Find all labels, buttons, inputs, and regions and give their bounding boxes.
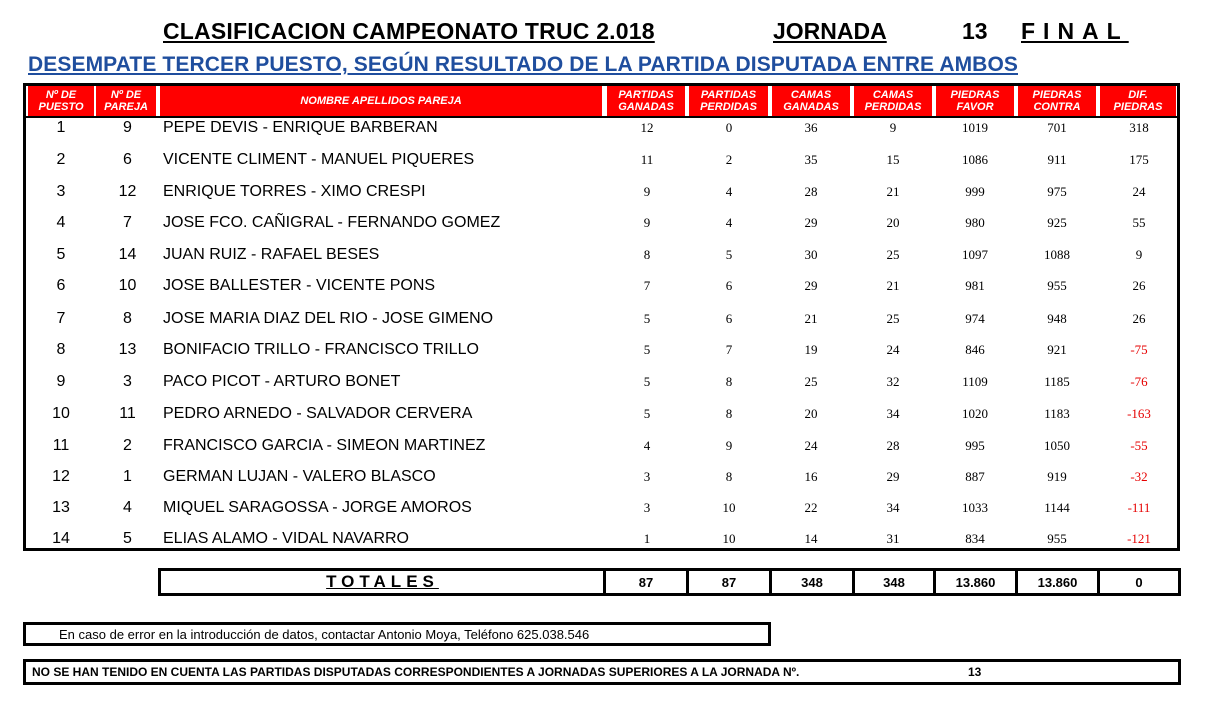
cell-nombre: ELIAS ALAMO - VIDAL NAVARRO	[163, 529, 409, 547]
cell-nombre: MIQUEL SARAGOSSA - JORGE AMOROS	[163, 498, 472, 516]
cell-dif-piedras: 9	[1135, 246, 1143, 262]
cell-camas-ganadas: 22	[804, 499, 818, 515]
cell-partidas-ganadas: 11	[640, 151, 654, 167]
cell-camas-ganadas: 29	[804, 214, 818, 230]
cell-nombre: JOSE FCO. CAÑIGRAL - FERNANDO GOMEZ	[163, 213, 501, 231]
cell-nombre: ENRIQUE TORRES - XIMO CRESPI	[163, 182, 426, 200]
cell-pareja: 3	[123, 372, 132, 390]
cell-nombre: BONIFACIO TRILLO - FRANCISCO TRILLO	[163, 340, 479, 358]
cell-puesto: 6	[56, 276, 66, 294]
cell-partidas-perdidas: 2	[725, 151, 733, 167]
cell-piedras-favor: 981	[965, 277, 985, 293]
cell-puesto: 7	[56, 309, 66, 327]
cell-piedras-favor: 1020	[962, 405, 988, 421]
table-row	[26, 270, 1177, 301]
table-row	[26, 144, 1177, 175]
table-row	[26, 461, 1177, 492]
page-subtitle: DESEMPATE TERCER PUESTO, SEGÚN RESULTADO DE LA PARTIDA DISPUTADA ENTRE AMBOS	[28, 53, 1018, 76]
cell-piedras-contra: 1185	[1044, 373, 1070, 389]
cell-nombre: JOSE BALLESTER - VICENTE PONS	[163, 276, 436, 294]
cell-camas-perdidas: 21	[886, 277, 900, 293]
cell-partidas-ganadas: 4	[643, 437, 651, 453]
cell-partidas-ganadas: 5	[643, 373, 651, 389]
table-row	[26, 112, 1177, 143]
cell-dif-piedras: -163	[1127, 405, 1151, 421]
cell-nombre: JUAN RUIZ - RAFAEL BESES	[163, 245, 380, 263]
cell-camas-perdidas: 32	[886, 373, 900, 389]
cell-piedras-favor: 1109	[962, 373, 988, 389]
cell-camas-ganadas: 16	[804, 468, 818, 484]
cell-pareja: 10	[118, 276, 137, 294]
cell-nombre: PEPE DEVIS - ENRIQUE BARBERAN	[163, 118, 438, 136]
cell-dif-piedras: 26	[1132, 310, 1146, 326]
table-row	[26, 492, 1177, 523]
cell-piedras-favor: 887	[965, 468, 985, 484]
col-header-piedras-contra: PIEDRAS CONTRA	[1018, 86, 1096, 116]
cell-partidas-ganadas: 12	[640, 119, 654, 135]
cell-dif-piedras: 55	[1132, 214, 1146, 230]
table-row	[26, 303, 1177, 334]
col-header-camas-perdidas: CAMAS PERDIDAS	[854, 86, 932, 116]
cell-camas-perdidas: 29	[886, 468, 900, 484]
cell-partidas-ganadas: 3	[643, 468, 651, 484]
cell-piedras-contra: 911	[1047, 151, 1067, 167]
cell-puesto: 10	[52, 404, 70, 422]
cell-nombre: FRANCISCO GARCIA - SIMEON MARTINEZ	[163, 436, 486, 454]
cell-piedras-contra: 948	[1047, 310, 1067, 326]
cell-piedras-favor: 834	[965, 530, 985, 546]
cell-partidas-perdidas: 4	[725, 183, 733, 199]
cell-nombre: JOSE MARIA DIAZ DEL RIO - JOSE GIMENO	[163, 309, 494, 327]
cell-piedras-favor: 995	[965, 437, 985, 453]
cell-piedras-contra: 955	[1047, 277, 1067, 293]
cell-nombre: VICENTE CLIMENT - MANUEL PIQUERES	[163, 150, 475, 168]
cell-camas-ganadas: 25	[804, 373, 818, 389]
col-header-puesto: Nº DE PUESTO	[28, 86, 94, 116]
cell-piedras-contra: 955	[1047, 530, 1067, 546]
cell-camas-perdidas: 34	[886, 499, 900, 515]
cell-puesto: 11	[52, 436, 70, 454]
cell-partidas-perdidas: 7	[725, 341, 733, 357]
cell-camas-perdidas: 20	[886, 214, 900, 230]
cell-piedras-contra: 975	[1047, 183, 1067, 199]
cell-partidas-ganadas: 9	[643, 214, 651, 230]
cell-dif-piedras: -111	[1127, 499, 1151, 515]
table-row	[26, 176, 1177, 207]
cell-partidas-ganadas: 3	[643, 499, 651, 515]
table-row	[26, 207, 1177, 238]
cell-piedras-contra: 1183	[1044, 405, 1070, 421]
cell-puesto: 1	[56, 118, 66, 136]
cell-pareja: 7	[123, 213, 132, 231]
cell-partidas-perdidas: 4	[725, 214, 733, 230]
cell-pareja: 5	[123, 529, 132, 547]
col-header-camas-ganadas: CAMAS GANADAS	[772, 86, 850, 116]
cell-puesto: 4	[56, 213, 66, 231]
table-row	[26, 239, 1177, 270]
cell-puesto: 13	[52, 498, 70, 516]
cell-partidas-perdidas: 8	[725, 468, 733, 484]
cell-piedras-contra: 1050	[1044, 437, 1070, 453]
cell-partidas-perdidas: 8	[725, 405, 733, 421]
cell-camas-ganadas: 35	[804, 151, 818, 167]
cell-dif-piedras: -32	[1130, 468, 1148, 484]
col-header-partidas-ganadas: PARTIDAS GANADAS	[607, 86, 685, 116]
col-header-nombre: NOMBRE APELLIDOS PAREJA	[160, 86, 602, 116]
cell-pareja: 14	[118, 245, 137, 263]
cell-puesto: 8	[56, 340, 66, 358]
cell-camas-perdidas: 25	[886, 246, 900, 262]
cell-pareja: 11	[119, 404, 136, 422]
cell-puesto: 5	[56, 245, 66, 263]
cell-camas-ganadas: 19	[804, 341, 818, 357]
cell-dif-piedras: -55	[1130, 437, 1148, 453]
cell-camas-ganadas: 20	[804, 405, 818, 421]
cell-partidas-ganadas: 5	[643, 405, 651, 421]
cell-camas-perdidas: 15	[886, 151, 900, 167]
table-row	[26, 430, 1177, 461]
cell-dif-piedras: -76	[1130, 373, 1148, 389]
final-label: FINAL	[1021, 18, 1129, 44]
cell-partidas-ganadas: 5	[643, 341, 651, 357]
cell-puesto: 2	[56, 150, 66, 168]
total-camas-perdidas: 348	[883, 574, 905, 590]
total-piedras-favor: 13.860	[955, 574, 996, 590]
cell-camas-perdidas: 31	[886, 530, 900, 546]
col-header-dif-piedras: DIF. PIEDRAS	[1100, 86, 1176, 116]
cell-piedras-favor: 999	[965, 183, 985, 199]
cell-camas-ganadas: 24	[804, 437, 818, 453]
cell-partidas-perdidas: 10	[722, 499, 736, 515]
cell-camas-perdidas: 21	[886, 183, 900, 199]
cell-partidas-perdidas: 9	[725, 437, 733, 453]
cell-camas-perdidas: 24	[886, 341, 900, 357]
cell-partidas-ganadas: 7	[643, 277, 651, 293]
cell-nombre: PACO PICOT - ARTURO BONET	[163, 372, 401, 390]
disclaimer-note: NO SE HAN TENIDO EN CUENTA LAS PARTIDAS DISPUTADAS CORRESPONDIENTES A JORNADAS SUPERIORES A LA JORNADA Nº.	[23, 659, 1181, 685]
cell-piedras-favor: 980	[965, 214, 985, 230]
total-partidas-ganadas: 87	[638, 574, 654, 590]
disclaimer-jornada-number: 13	[968, 665, 982, 679]
total-partidas-perdidas: 87	[721, 574, 737, 590]
col-header-partidas-perdidas: PARTIDAS PERDIDAS	[689, 86, 768, 116]
cell-piedras-favor: 1097	[962, 246, 988, 262]
cell-dif-piedras: -121	[1127, 530, 1151, 546]
cell-partidas-perdidas: 5	[725, 246, 733, 262]
cell-pareja: 4	[123, 498, 132, 516]
cell-puesto: 9	[56, 372, 66, 390]
cell-pareja: 9	[123, 118, 132, 136]
cell-partidas-perdidas: 10	[722, 530, 736, 546]
jornada-label: JORNADA	[773, 18, 887, 44]
cell-nombre: GERMAN LUJAN - VALERO BLASCO	[163, 467, 436, 485]
col-header-piedras-favor: PIEDRAS FAVOR	[936, 86, 1014, 116]
cell-piedras-favor: 1019	[962, 119, 988, 135]
cell-camas-perdidas: 25	[886, 310, 900, 326]
cell-partidas-ganadas: 9	[643, 183, 651, 199]
total-dif-piedras: 0	[1135, 574, 1143, 590]
cell-piedras-contra: 1088	[1044, 246, 1070, 262]
error-contact-note: En caso de error en la introducción de datos, contactar Antonio Moya, Teléfono 625.038.546	[23, 622, 771, 646]
cell-camas-perdidas: 9	[889, 119, 897, 135]
cell-piedras-contra: 701	[1047, 119, 1067, 135]
cell-camas-ganadas: 36	[804, 119, 818, 135]
cell-piedras-favor: 1033	[962, 499, 988, 515]
page-title: CLASIFICACION CAMPEONATO TRUC 2.018	[163, 18, 655, 44]
cell-piedras-contra: 1144	[1044, 499, 1070, 515]
cell-dif-piedras: -75	[1130, 341, 1148, 357]
cell-partidas-perdidas: 6	[725, 310, 733, 326]
cell-camas-ganadas: 21	[804, 310, 818, 326]
cell-piedras-favor: 846	[965, 341, 985, 357]
cell-pareja: 13	[118, 340, 137, 358]
cell-piedras-favor: 974	[965, 310, 985, 326]
cell-pareja: 1	[123, 467, 132, 485]
cell-puesto: 12	[52, 467, 70, 485]
cell-dif-piedras: 318	[1129, 119, 1149, 135]
total-piedras-contra: 13.860	[1037, 574, 1078, 590]
cell-pareja: 6	[123, 150, 132, 168]
cell-puesto: 3	[56, 182, 66, 200]
cell-partidas-perdidas: 0	[725, 119, 733, 135]
cell-camas-perdidas: 34	[886, 405, 900, 421]
cell-camas-ganadas: 30	[804, 246, 818, 262]
cell-piedras-contra: 919	[1047, 468, 1067, 484]
cell-partidas-ganadas: 1	[643, 530, 651, 546]
cell-pareja: 12	[118, 182, 137, 200]
cell-dif-piedras: 24	[1132, 183, 1146, 199]
cell-piedras-favor: 1086	[962, 151, 988, 167]
cell-dif-piedras: 26	[1132, 277, 1146, 293]
cell-partidas-ganadas: 8	[643, 246, 651, 262]
cell-camas-ganadas: 29	[804, 277, 818, 293]
table-row	[26, 334, 1177, 365]
totals-label: TOTALES	[326, 572, 439, 591]
table-row	[26, 366, 1177, 397]
jornada-number: 13	[962, 18, 988, 44]
cell-camas-perdidas: 28	[886, 437, 900, 453]
cell-camas-ganadas: 28	[804, 183, 818, 199]
cell-piedras-contra: 921	[1047, 341, 1067, 357]
cell-partidas-ganadas: 5	[643, 310, 651, 326]
cell-partidas-perdidas: 8	[725, 373, 733, 389]
cell-pareja: 8	[123, 309, 132, 327]
cell-piedras-contra: 925	[1047, 214, 1067, 230]
cell-camas-ganadas: 14	[804, 530, 818, 546]
cell-partidas-perdidas: 6	[725, 277, 733, 293]
cell-dif-piedras: 175	[1129, 151, 1149, 167]
cell-nombre: PEDRO ARNEDO - SALVADOR CERVERA	[163, 404, 473, 422]
col-header-pareja: Nº DE PAREJA	[96, 86, 156, 116]
cell-puesto: 14	[52, 529, 70, 547]
table-row	[26, 398, 1177, 429]
table-row	[26, 523, 1177, 554]
cell-pareja: 2	[123, 436, 132, 454]
total-camas-ganadas: 348	[801, 574, 823, 590]
